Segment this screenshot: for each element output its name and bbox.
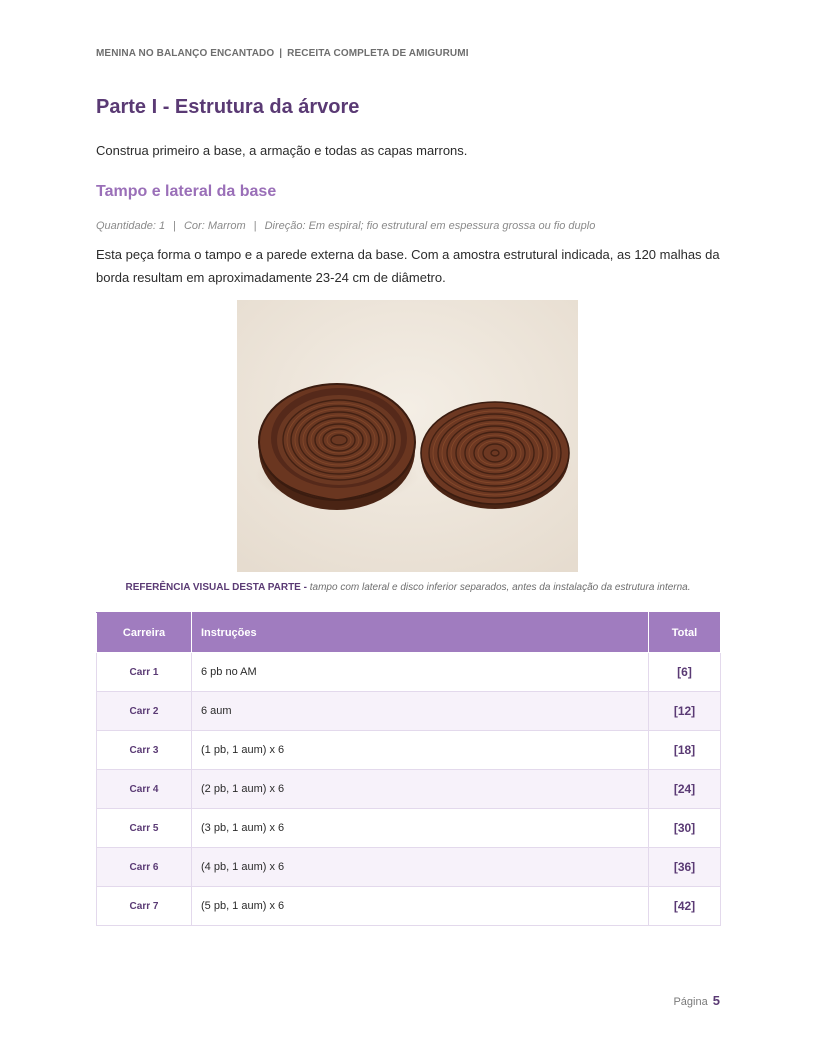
meta-separator: | <box>173 220 176 232</box>
row-total: [42] <box>649 887 721 926</box>
row-instructions: (4 pb, 1 aum) x 6 <box>192 848 649 887</box>
figure-caption <box>96 582 720 593</box>
header-instructions: Instruções <box>192 613 649 653</box>
caption-text: tampo com lateral e disco inferior separados, antes da instalação da estrutura interna. <box>309 582 691 593</box>
page-label: Página <box>673 996 708 1008</box>
table-row <box>97 770 721 809</box>
header-book-title: MENINA NO BALANÇO ENCANTADO <box>96 48 275 59</box>
meta-quantity: Quantidade: 1 <box>96 220 166 232</box>
subsection-title: Tampo e lateral da base <box>96 183 277 200</box>
row-instructions: (2 pb, 1 aum) x 6 <box>192 770 649 809</box>
row-round: Carr 3 <box>97 731 192 770</box>
table-row <box>97 887 721 926</box>
row-round: Carr 2 <box>97 692 192 731</box>
meta-color: Cor: Marrom <box>183 220 246 232</box>
row-instructions: (1 pb, 1 aum) x 6 <box>192 731 649 770</box>
header-book-subtitle: RECEITA COMPLETA DE AMIGURUMI <box>287 48 469 59</box>
header-total: Total <box>649 613 721 653</box>
caption-label: REFERÊNCIA VISUAL DESTA PARTE - <box>125 582 307 593</box>
reference-photo <box>237 300 578 572</box>
table-header-row <box>97 613 721 653</box>
meta-separator: | <box>253 220 257 232</box>
rounds-table <box>96 612 721 926</box>
row-total: [18] <box>649 731 721 770</box>
tray-with-wall <box>255 384 419 510</box>
row-round: Carr 5 <box>97 809 192 848</box>
table-row <box>97 692 721 731</box>
meta-direction: Direção: Em espiral; fio estrutural em espessura grossa ou fio duplo <box>264 220 596 232</box>
header-round: Carreira <box>97 613 192 653</box>
row-instructions: (5 pb, 1 aum) x 6 <box>192 887 649 926</box>
row-total: [6] <box>649 653 721 692</box>
page-footer <box>673 993 720 1008</box>
header-separator: | <box>279 48 283 59</box>
section-intro: Construa primeiro a base, a armação e todas as capas marrons. <box>96 143 468 158</box>
table-row <box>97 731 721 770</box>
table-row <box>97 848 721 887</box>
section-title: Parte I - Estrutura da árvore <box>96 96 360 118</box>
row-instructions: 6 aum <box>192 692 649 731</box>
row-round: Carr 7 <box>97 887 192 926</box>
row-round: Carr 4 <box>97 770 192 809</box>
piece-description: Esta peça forma o tampo e a parede externa da base. Com a amostra estrutural indicada, as 120 malhas da borda resultam em aproximadamente 23-24 cm de diâmetro. <box>96 247 720 285</box>
row-total: [24] <box>649 770 721 809</box>
piece-meta <box>96 220 595 232</box>
row-instructions: (3 pb, 1 aum) x 6 <box>192 809 649 848</box>
running-header <box>96 48 469 59</box>
row-instructions: 6 pb no AM <box>192 653 649 692</box>
row-total: [36] <box>649 848 721 887</box>
page-number: 5 <box>712 993 720 1008</box>
table-row <box>97 809 721 848</box>
row-total: [12] <box>649 692 721 731</box>
row-round: Carr 6 <box>97 848 192 887</box>
table-row <box>97 653 721 692</box>
row-round: Carr 1 <box>97 653 192 692</box>
row-total: [30] <box>649 809 721 848</box>
